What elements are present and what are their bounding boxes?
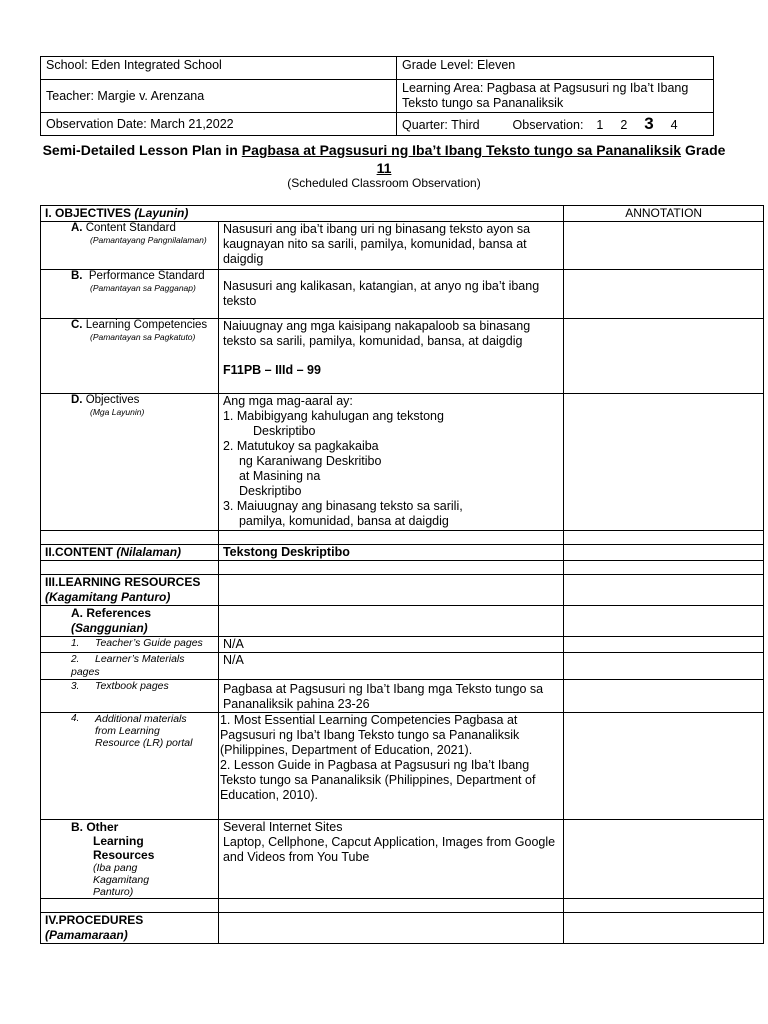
teacher-cell: Teacher: Margie v. Arenzana <box>41 80 397 113</box>
list-item: Deskriptibo <box>252 424 316 438</box>
list-item: pamilya, komunidad, bansa at daigdig <box>238 514 449 528</box>
learning-competencies-label: C. Learning Competencies (Pamantayan sa Pagkatuto) <box>41 319 219 394</box>
learning-competencies-text: Naiuugnay ang mga kaisipang nakapaloob sa binasang teksto sa sarili, pamilya, komunidad, bansa, at daigdig F11PB – IIId – 99 <box>218 319 563 394</box>
content-standard-text: Nasusuri ang iba’t ibang uri ng binasang teksto ayon sa kaugnayan nito sa sarili, pamilya, komunidad, bansa at daigdig <box>218 222 563 270</box>
objectives-label: D. Objectives (Mga Layunin) <box>41 394 219 531</box>
quarter-cell <box>397 113 714 136</box>
list-item: 2. Matutukoy sa pagkakaiba <box>222 439 379 453</box>
quarter-label: Quarter: Third <box>402 117 480 132</box>
textbook-value: Pagbasa at Pagsusuri ng Iba’t Ibang mga Teksto tungo sa Pananaliksik pahina 23-26 <box>218 680 563 713</box>
annotation-cell <box>564 270 764 319</box>
annotation-cell <box>564 575 764 606</box>
document-subtitle: (Scheduled Classroom Observation) <box>287 176 481 190</box>
teachers-guide-label: 1. Teacher’s Guide pages <box>41 637 219 653</box>
observation-num-3: 3 <box>644 113 654 133</box>
additional-materials-label: 4. Additional materials from Learning Resource (LR) portal <box>41 713 219 820</box>
additional-materials-value: 1. Most Essential Learning Competencies Pagbasa at Pagsusuri ng Iba’t Ibang Teksto tungo sa Pananaliksik (Philippines, Department of Education, 2021). 2. Lesson Guide in Pagbasa at Pagsusuri ng Iba’t Ibang Teksto tungo sa Pananaliksik (Philippines, Department of Education, 2010). <box>218 713 563 820</box>
observation-num-4: 4 <box>670 117 678 132</box>
annotation-cell <box>564 606 764 637</box>
annotation-cell <box>564 653 764 680</box>
list-item: ng Karaniwang Deskritibo <box>238 454 382 468</box>
objectives-list: Ang mga mag-aaral ay: 1. Mabibigyang kahulugan ang tekstong Deskriptibo 2. Matutukoy sa pagkakaiba ng Karaniwang Deskritibo at Masining na Deskriptibo 3. Maiuugnay ang binasang teksto sa sarili, pamilya, komunidad, bansa at daigdig <box>218 394 563 531</box>
document-title: Semi-Detailed Lesson Plan in Pagbasa at Pagsusuri ng Iba’t Ibang Teksto tungo sa Pananaliksik Grade 11 <box>42 142 726 176</box>
annotation-cell <box>564 913 764 944</box>
performance-standard-text: Nasusuri ang kalikasan, katangian, at anyo ng iba’t ibang teksto <box>218 270 563 319</box>
teachers-guide-value: N/A <box>218 637 563 653</box>
content-value: Tekstong Deskriptibo <box>218 545 563 561</box>
observation-num-2: 2 <box>620 117 628 132</box>
annotation-cell <box>564 394 764 531</box>
references-label: A. References (Sanggunian) <box>41 606 219 637</box>
annotation-cell <box>564 319 764 394</box>
observation-label: Observation: <box>512 117 584 132</box>
observation-date-cell: Observation Date: March 21,2022 <box>41 113 397 136</box>
grade-cell: Grade Level: Eleven <box>397 57 714 80</box>
content-standard-label: A. Content Standard (Pamantayang Pangnilalaman) <box>41 222 219 270</box>
list-item: 3. Maiuugnay ang binasang teksto sa sarili, <box>222 499 463 513</box>
annotation-cell <box>564 222 764 270</box>
observation-num-1: 1 <box>596 117 604 132</box>
annotation-cell <box>564 713 764 820</box>
content-heading: II.CONTENT (Nilalaman) <box>41 545 219 561</box>
procedures-heading: IV.PROCEDURES (Pamamaraan) <box>41 913 219 944</box>
resources-heading: III.LEARNING RESOURCES (Kagamitang Panturo) <box>41 575 219 606</box>
other-resources-label: B. Other Learning Resources (Iba pang Kagamitang Panturo) <box>41 820 219 899</box>
annotation-cell <box>564 545 764 561</box>
subject-title: Pagbasa at Pagsusuri ng Iba’t Ibang Teksto tungo sa Pananaliksik <box>241 142 682 158</box>
annotation-cell <box>564 820 764 899</box>
grade-number: 11 <box>376 160 392 176</box>
learning-area-cell: Learning Area: Pagbasa at Pagsusuri ng Iba’t Ibang Teksto tungo sa Pananaliksik <box>397 80 714 113</box>
performance-standard-label: B. Performance Standard (Pamantayan sa Pagganap) <box>41 270 219 319</box>
textbook-label: 3. Textbook pages <box>41 680 219 713</box>
annotation-cell <box>564 680 764 713</box>
list-item: Deskriptibo <box>238 484 302 498</box>
learners-materials-label: 2. Learner’s Materials pages <box>41 653 219 680</box>
lesson-plan-table <box>40 205 764 944</box>
school-cell: School: Eden Integrated School <box>41 57 397 80</box>
competency-code: F11PB – IIId – 99 <box>222 363 321 377</box>
objectives-heading: I. OBJECTIVES (Layunin) <box>41 206 564 222</box>
annotation-heading: ANNOTATION <box>564 206 764 222</box>
list-item: at Masining na <box>238 469 321 483</box>
annotation-cell <box>564 637 764 653</box>
info-table <box>40 56 714 136</box>
learners-materials-value: N/A <box>218 653 563 680</box>
other-resources-value: Several Internet Sites Laptop, Cellphone, Capcut Application, Images from Google and Videos from You Tube <box>218 820 563 899</box>
list-item: 1. Mabibigyang kahulugan ang tekstong <box>222 409 444 423</box>
